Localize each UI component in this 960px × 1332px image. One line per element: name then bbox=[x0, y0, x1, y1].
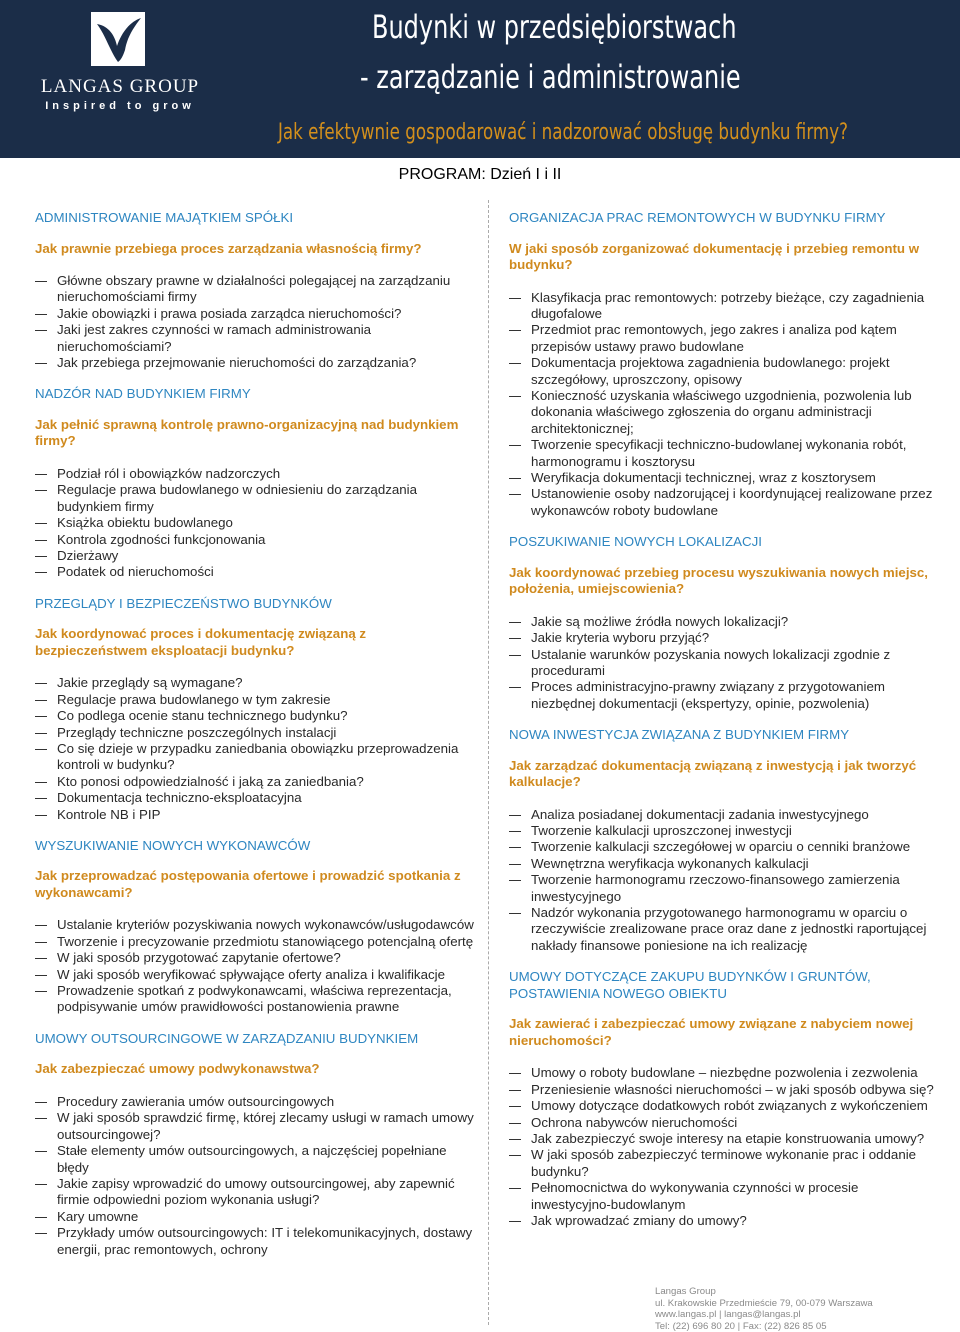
section-title: WYSZUKIWANIE NOWYCH WYKONAWCÓW bbox=[35, 837, 311, 853]
list-item: Konieczność uzyskania właściwego uzgodnienia, pozwolenia lub dokonania właściwego zgłoszenia do organu administracji architektonicznej; bbox=[509, 388, 934, 437]
program-section bbox=[509, 210, 934, 519]
footer-company: Langas Group bbox=[655, 1286, 716, 1297]
list-item: Kontrola zgodności funkcjonowania bbox=[35, 532, 475, 548]
document-title-line-1: Budynki w przedsiębiorstwach bbox=[372, 8, 737, 46]
footer-address: ul. Krakowskie Przedmieście 79, 00-079 Warszawa bbox=[655, 1297, 873, 1309]
left-column bbox=[35, 210, 475, 1258]
list-item: Pełnomocnictwa do wykonywania czynności w procesie inwestycyjno-budowlanym bbox=[509, 1180, 934, 1213]
topic-list bbox=[509, 807, 934, 955]
section-title: UMOWY OUTSOURCINGOWE W ZARZĄDZANIU BUDYNKIEM bbox=[35, 1030, 419, 1046]
topic-list bbox=[35, 466, 475, 581]
list-item: Umowy dotyczące dodatkowych robót związanych z wykończeniem bbox=[509, 1098, 934, 1114]
list-item: W jaki sposób zabezpieczyć terminowe wykonanie prac i oddanie budynku? bbox=[509, 1147, 934, 1180]
list-item: Klasyfikacja prac remontowych: potrzeby bieżące, czy zagadnienia długofalowe bbox=[509, 290, 934, 323]
program-section bbox=[35, 596, 475, 823]
section-title: POSZUKIWANIE NOWYCH LOKALIZACJI bbox=[509, 534, 762, 550]
list-item: Tworzenie i precyzowanie przedmiotu stanowiącego potencjalną ofertę bbox=[35, 934, 475, 950]
section-question: Jak koordynować proces i dokumentację związaną z bezpieczeństwem eksploatacji budynku? bbox=[35, 626, 367, 658]
list-item: Jakie zapisy wprowadzić do umowy outsourcingowej, aby zapewnić firmie odpowiedni poziom wykonania usługi? bbox=[35, 1176, 475, 1209]
section-question: Jak koordynować przebieg procesu wyszukiwania nowych miejsc, położenia, umiejscowienia? bbox=[509, 564, 928, 597]
section-question: Jak prawnie przebiega proces zarządzania własnością firmy? bbox=[35, 240, 422, 256]
list-item: Jakie kryteria wyboru przyjąć? bbox=[509, 630, 934, 646]
list-item: Co się dzieje w przypadku zaniedbania obowiązku przeprowadzenia kontroli w budynku? bbox=[35, 741, 475, 774]
section-title: ORGANIZACJA PRAC REMONTOWYCH W BUDYNKU FIRMY bbox=[509, 210, 886, 225]
list-item: Kary umowne bbox=[35, 1209, 475, 1225]
section-question: Jak pełnić sprawną kontrolę prawno-organizacyjną nad budynkiem firmy? bbox=[35, 416, 459, 449]
program-section bbox=[35, 838, 475, 1016]
list-item: Stałe elementy umów outsourcingowych, a najczęściej popełniane błędy bbox=[35, 1143, 475, 1176]
section-question: Jak zabezpieczać umowy podwykonawstwa? bbox=[35, 1061, 320, 1077]
section-question: Jak zawierać i zabezpieczać umowy związane z nabyciem nowej nieruchomości? bbox=[509, 1016, 914, 1048]
section-title: ADMINISTROWANIE MAJĄTKIEM SPÓŁKI bbox=[35, 210, 294, 225]
footer-web: www.langas.pl | langas@langas.pl bbox=[655, 1309, 801, 1321]
section-title: NADZÓR NAD BUDYNKIEM FIRMY bbox=[35, 386, 251, 402]
list-item: Przeglądy techniczne poszczególnych instalacji bbox=[35, 725, 475, 741]
topic-list bbox=[35, 1094, 475, 1258]
program-section bbox=[35, 386, 475, 580]
section-question: Jak zarządzać dokumentacją związaną z inwestycją i jak tworzyć kalkulacje? bbox=[509, 757, 917, 790]
list-item: Jak zabezpieczyć swoje interesy na etapie konstruowania umowy? bbox=[509, 1131, 934, 1147]
list-item: Tworzenie kalkulacji uproszczonej inwestycji bbox=[509, 823, 934, 839]
right-column bbox=[509, 210, 934, 1229]
list-item: Podatek od nieruchomości bbox=[35, 564, 475, 580]
document-subtitle: Jak efektywnie gospodarować i nadzorować obsługę budynku firmy? bbox=[278, 120, 848, 145]
topic-list bbox=[35, 917, 475, 1015]
footer-phone: Tel: (22) 696 80 20 | Fax: (22) 826 85 05 bbox=[655, 1320, 827, 1332]
column-divider bbox=[488, 200, 489, 1325]
topic-list bbox=[509, 614, 934, 712]
program-section bbox=[35, 1031, 475, 1258]
list-item: Analiza posiadanej dokumentacji zadania inwestycyjnego bbox=[509, 807, 934, 823]
program-heading: PROGRAM: Dzień I i II bbox=[398, 166, 562, 183]
list-item: Jakie obowiązki i prawa posiada zarządca nieruchomości? bbox=[35, 306, 475, 322]
list-item: Kontrole NB i PIP bbox=[35, 807, 475, 823]
list-item: Przedmiot prac remontowych, jego zakres i analiza pod kątem przepisów ustawy prawo budowlane bbox=[509, 322, 934, 355]
list-item: Dokumentacja techniczno-eksploatacyjna bbox=[35, 790, 475, 806]
section-question: Jak przeprowadzać postępowania ofertowe i prowadzić spotkania z wykonawcami? bbox=[35, 868, 461, 900]
logo-name: LANGAS GROUP bbox=[40, 76, 200, 97]
list-item: Prowadzenie spotkań z podwykonawcami, właściwa reprezentacja, podpisywanie umów prawidłowości postanowienia prawne bbox=[35, 983, 475, 1016]
section-title: NOWA INWESTYCJA ZWIĄZANA Z BUDYNKIEM FIRMY bbox=[509, 727, 850, 743]
list-item: Wewnętrzna weryfikacja wykonanych kalkulacji bbox=[509, 856, 934, 872]
list-item: Jakie przeglądy są wymagane? bbox=[35, 675, 475, 691]
list-item: Jak przebiega przejmowanie nieruchomości do zarządzania? bbox=[35, 355, 475, 371]
list-item: W jaki sposób sprawdzić firmę, której zlecamy usługi w ramach umowy outsourcingowej? bbox=[35, 1110, 475, 1143]
list-item: Proces administracyjno-prawny związany z przygotowaniem niezbędnej dokumentacji (ekspertyzy, opinie, pozwolenia) bbox=[509, 679, 934, 712]
list-item: Główne obszary prawne w działalności polegającej na zarządzaniu nieruchomościami firmy bbox=[35, 273, 475, 306]
list-item: Dokumentacja projektowa zagadnienia budowlanego: projekt szczegółowy, uproszczony, opisowy bbox=[509, 355, 934, 388]
program-section bbox=[509, 534, 934, 712]
list-item: Ustanowienie osoby nadzorującej i koordynującej realizowane przez wykonawców roboty budowlane bbox=[509, 486, 934, 519]
list-item: W jaki sposób przygotować zapytanie ofertowe? bbox=[35, 950, 475, 966]
program-section bbox=[35, 210, 475, 371]
program-section bbox=[509, 969, 934, 1229]
section-title: UMOWY DOTYCZĄCE ZAKUPU BUDYNKÓW I GRUNTÓW, POSTAWIENIA NOWEGO OBIEKTU bbox=[509, 969, 871, 1001]
topic-list bbox=[509, 290, 934, 520]
list-item: Umowy o roboty budowlane – niezbędne pozwolenia i zezwolenia bbox=[509, 1065, 934, 1081]
list-item: Jakie są możliwe źródła nowych lokalizacji? bbox=[509, 614, 934, 630]
list-item: Procedury zawierania umów outsourcingowych bbox=[35, 1094, 475, 1110]
list-item: Tworzenie kalkulacji szczegółowej w oparciu o cenniki branżowe bbox=[509, 839, 934, 855]
header-band bbox=[0, 0, 960, 158]
topic-list bbox=[509, 1065, 934, 1229]
footer-contact bbox=[655, 1286, 873, 1332]
section-title: PRZEGLĄDY I BEZPIECZEŃSTWO BUDYNKÓW bbox=[35, 595, 332, 611]
list-item: Przeniesienie własności nieruchomości – w jaki sposób odbywa się? bbox=[509, 1082, 934, 1098]
list-item: Regulacje prawa budowlanego w tym zakresie bbox=[35, 692, 475, 708]
list-item: Weryfikacja dokumentacji technicznej, wraz z kosztorysem bbox=[509, 470, 934, 486]
bird-logo-icon bbox=[91, 12, 145, 66]
document-title-line-2: - zarządzanie i administrowanie bbox=[360, 58, 741, 96]
company-logo bbox=[40, 12, 200, 112]
list-item: Tworzenie specyfikacji techniczno-budowlanej wykonania robót, harmonogramu i kosztorysu bbox=[509, 437, 934, 470]
topic-list bbox=[35, 273, 475, 371]
list-item: Dzierżawy bbox=[35, 548, 475, 564]
list-item: Książka obiektu budowlanego bbox=[35, 515, 475, 531]
list-item: Przykłady umów outsourcingowych: IT i telekomunikacyjnych, dostawy energii, prac remontowych, ochrony bbox=[35, 1225, 475, 1258]
list-item: Jak wprowadzać zmiany do umowy? bbox=[509, 1213, 934, 1229]
list-item: Kto ponosi odpowiedzialność i jaką za zaniedbania? bbox=[35, 774, 475, 790]
list-item: Podział ról i obowiązków nadzorczych bbox=[35, 466, 475, 482]
program-section bbox=[509, 727, 934, 954]
list-item: Ustalanie kryteriów pozyskiwania nowych wykonawców/usługodawców bbox=[35, 917, 475, 933]
section-question: W jaki sposób zorganizować dokumentację i przebieg remontu w budynku? bbox=[509, 240, 920, 272]
topic-list bbox=[35, 675, 475, 823]
list-item: Jaki jest zakres czynności w ramach administrowania nieruchomościami? bbox=[35, 322, 475, 355]
list-item: Regulacje prawa budowlanego w odniesieniu do zarządzania budynkiem firmy bbox=[35, 482, 475, 515]
list-item: Ochrona nabywców nieruchomości bbox=[509, 1115, 934, 1131]
list-item: W jaki sposób weryfikować spływające oferty analiza i kwalifikacje bbox=[35, 967, 475, 983]
logo-tagline: Inspired to grow bbox=[45, 100, 195, 112]
list-item: Co podlega ocenie stanu technicznego budynku? bbox=[35, 708, 475, 724]
list-item: Nadzór wykonania przygotowanego harmonogramu w oparciu o rzeczywiście zrealizowane prace oraz dane z jednostki raportującej nakłady finansowe poniesione na ich realizację bbox=[509, 905, 934, 954]
list-item: Tworzenie harmonogramu rzeczowo-finansowego zamierzenia inwestycyjnego bbox=[509, 872, 934, 905]
list-item: Ustalanie warunków pozyskania nowych lokalizacji zgodnie z procedurami bbox=[509, 647, 934, 680]
